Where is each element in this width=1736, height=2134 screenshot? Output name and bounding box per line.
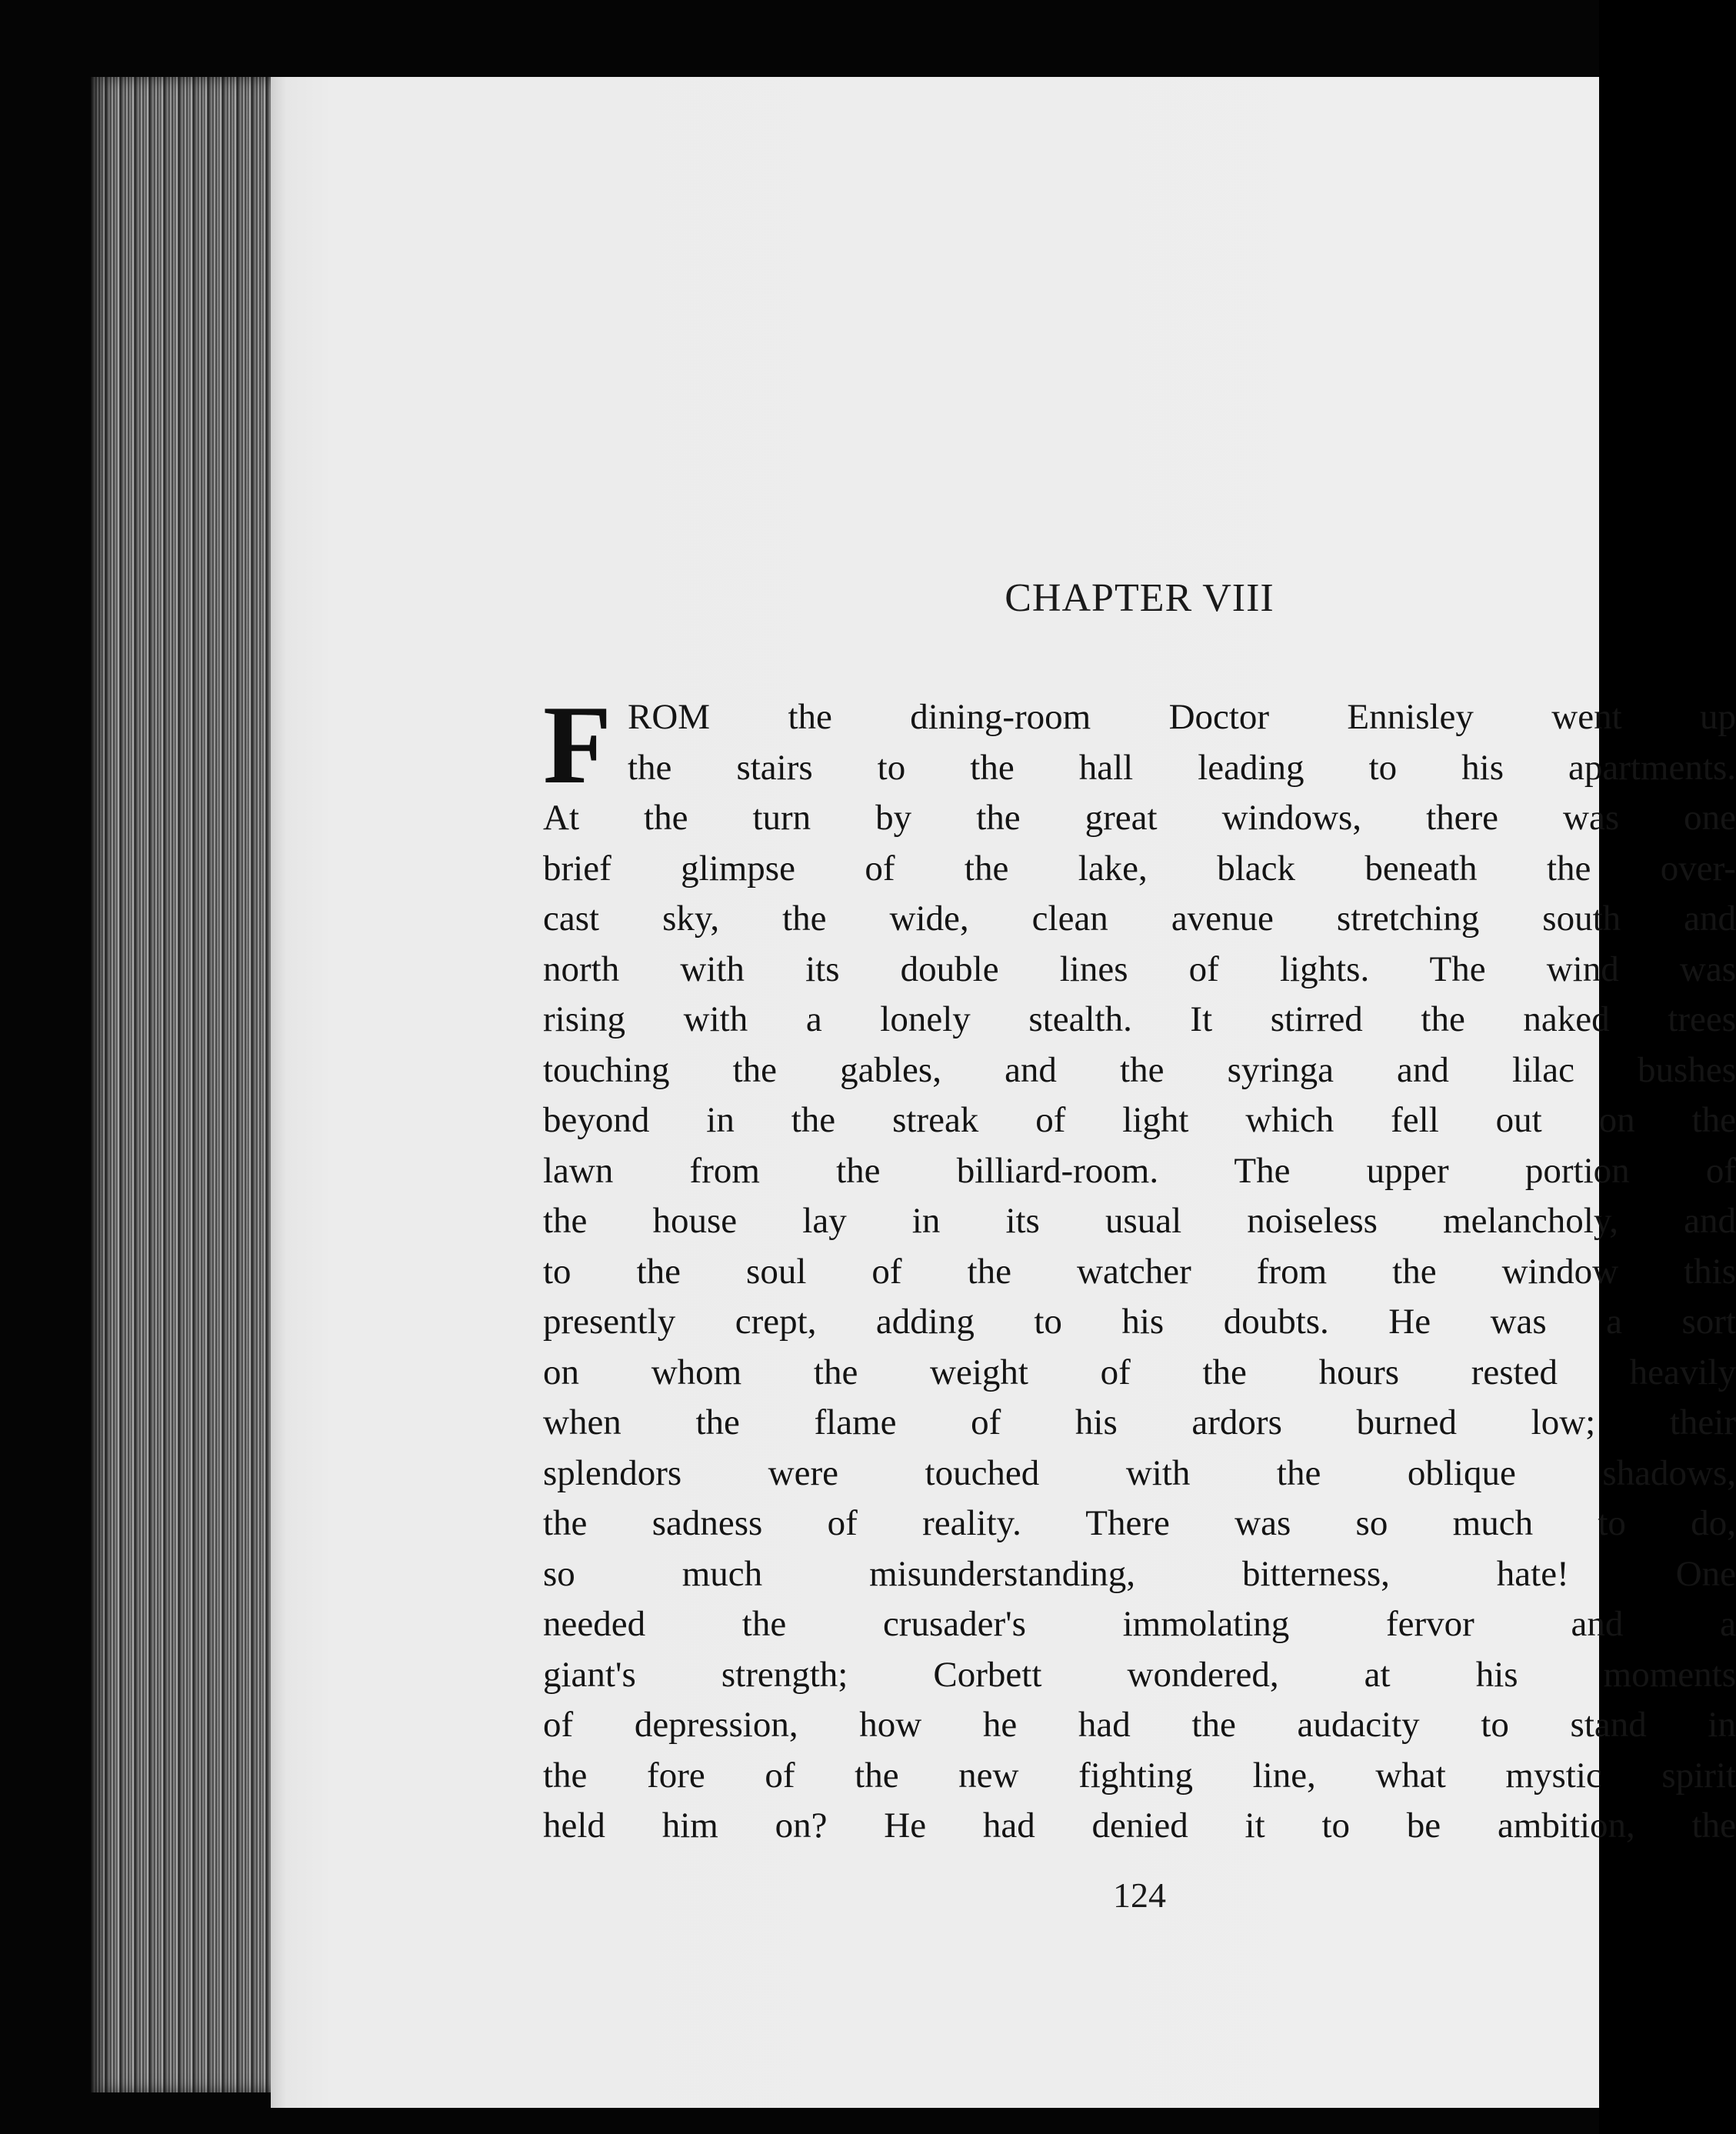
text-line: the fore of the new fighting line, what mystic spirit bbox=[543, 1755, 1736, 1796]
text-line: to the soul of the watcher from the window this bbox=[543, 1251, 1736, 1292]
book-page bbox=[271, 77, 1736, 2108]
text-line: splendors were touched with the oblique shadows, bbox=[543, 1452, 1736, 1493]
text-line: held him on? He had denied it to be ambition, the bbox=[543, 1806, 1736, 1846]
chapter-title: CHAPTER VIII bbox=[1005, 576, 1275, 620]
text-line: beyond in the streak of light which fell out on the bbox=[543, 1100, 1736, 1140]
text-line: cast sky, the wide, clean avenue stretching south and bbox=[543, 899, 1736, 939]
body-text bbox=[543, 682, 1736, 1852]
text-line: when the flame of his ardors burned low; their bbox=[543, 1402, 1736, 1442]
text-line: touching the gables, and the syringa and lilac bushes bbox=[543, 1049, 1736, 1090]
page-edges bbox=[91, 77, 285, 2092]
text-line: the sadness of reality. There was so much to do, bbox=[543, 1503, 1736, 1543]
text-line: brief glimpse of the lake, black beneath the over- bbox=[543, 848, 1736, 889]
text-line: rising with a lonely stealth. It stirred the naked trees bbox=[543, 999, 1736, 1039]
page-number: 124 bbox=[1113, 1876, 1166, 1915]
text-line: so much misunderstanding, bitterness, hate! One bbox=[543, 1553, 1736, 1594]
text-line: of depression, how he had the audacity to stand in bbox=[543, 1705, 1736, 1745]
text-line: the stairs to the hall leading to his apartments. bbox=[628, 747, 1736, 788]
text-line: needed the crusader's immolating fervor and a bbox=[543, 1604, 1736, 1644]
drop-cap: F bbox=[543, 682, 612, 807]
text-line: ROM the dining-room Doctor Ennisley went up bbox=[628, 697, 1736, 737]
text-line: north with its double lines of lights. The wind was bbox=[543, 949, 1736, 989]
text-line: At the turn by the great windows, there was one bbox=[543, 798, 1736, 838]
text-line: on whom the weight of the hours rested heavily bbox=[543, 1352, 1736, 1392]
text-line: giant's strength; Corbett wondered, at his moments bbox=[543, 1654, 1736, 1695]
text-line: presently crept, adding to his doubts. He was a sort bbox=[543, 1302, 1736, 1342]
text-line: the house lay in its usual noiseless melancholy, and bbox=[543, 1201, 1736, 1241]
text-line: lawn from the billiard-room. The upper portion of bbox=[543, 1150, 1736, 1191]
